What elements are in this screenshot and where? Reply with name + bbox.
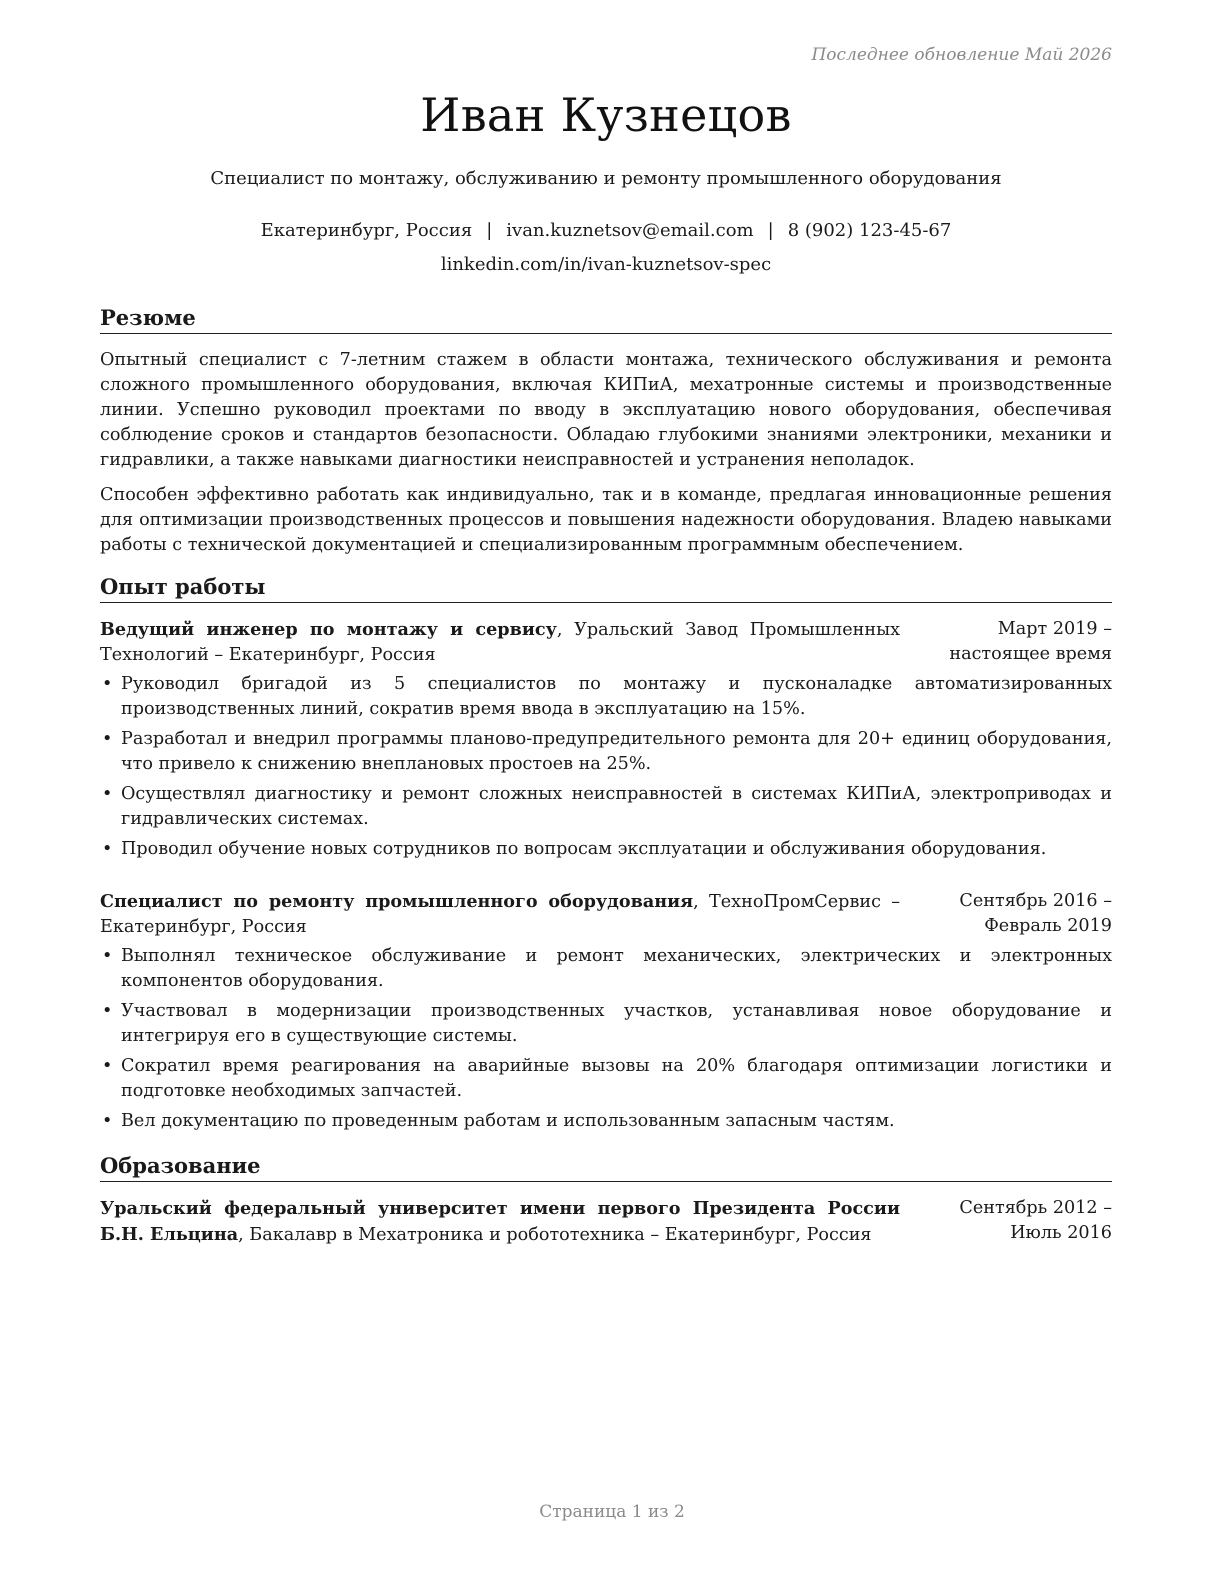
linkedin-link[interactable]: linkedin.com/in/ivan-kuznetsov-spec xyxy=(440,254,772,275)
job-title-line xyxy=(100,889,900,940)
contact-separator: | xyxy=(486,220,493,241)
section-title-education: Образование xyxy=(100,1153,1112,1182)
list-item: • Сократил время реагирования на аварийные вызовы на 20% благодаря оптимизации логистики и подготовке необходимых запчастей. xyxy=(100,1054,1112,1104)
summary-paragraph: Способен эффективно работать как индивидуально, так и в команде, предлагая инновационные решения для оптимизации производственных процессов и повышения надежности оборудования. Владею навыками работы с технической документацией и специализированным программным обеспечением. xyxy=(100,485,1112,555)
job-company: , ТехноПромСервис – Екатеринбург, Россия xyxy=(100,892,901,937)
candidate-name: Иван Кузнецов xyxy=(420,88,792,142)
education-line xyxy=(100,1196,900,1248)
contact-line xyxy=(100,220,1112,241)
candidate-headline: Специалист по монтажу, обслуживанию и ремонту промышленного оборудования xyxy=(210,168,1002,189)
list-item: • Осуществлял диагностику и ремонт сложных неисправностей в системах КИПиА, электроприводах и гидравлических системах. xyxy=(100,782,1112,832)
education-dates: Сентябрь 2012 – Июль 2016 xyxy=(959,1198,1112,1243)
last-updated: Последнее обновление Май 2026 xyxy=(811,45,1112,65)
job-role: Специалист по ремонту промышленного оборудования xyxy=(100,891,694,912)
job-company: , Уральский Завод Промышленных Технологий – Екатеринбург, Россия xyxy=(100,620,901,665)
list-item: • Вел документацию по проведенным работам и использованным запасным частям. xyxy=(100,1109,1112,1134)
section-title-experience: Опыт работы xyxy=(100,574,1112,603)
phone-number: 8 (902) 123-45-67 xyxy=(787,220,952,241)
list-item: • Разработал и внедрил программы планово-предупредительного ремонта для 20+ единиц оборудования, что привело к снижению внеплановых простоев на 25%. xyxy=(100,727,1112,777)
degree-details: , Бакалавр в Мехатроника и робототехника – Екатеринбург, Россия xyxy=(238,1225,872,1245)
education-entry xyxy=(100,1196,1112,1248)
job-header xyxy=(100,617,1112,668)
list-item: • Руководил бригадой из 5 специалистов по монтажу и пусконаладке автоматизированных производственных линий, сократив время ввода в эксплуатацию на 15%. xyxy=(100,672,1112,722)
list-item: • Выполнял техническое обслуживание и ремонт механических, электрических и электронных компонентов оборудования. xyxy=(100,944,1112,994)
location: Екатеринбург, Россия xyxy=(260,220,473,241)
job-bullets xyxy=(100,944,1112,1139)
list-item: • Проводил обучение новых сотрудников по вопросам эксплуатации и обслуживания оборудования. xyxy=(100,837,1112,862)
job-dates: Сентябрь 2016 – Февраль 2019 xyxy=(959,891,1112,936)
section-title-summary: Резюме xyxy=(100,305,1112,334)
contact-separator: | xyxy=(767,220,774,241)
email-link[interactable]: ivan.kuznetsov@email.com xyxy=(506,220,754,241)
summary-paragraph: Опытный специалист с 7-летним стажем в области монтажа, технического обслуживания и ремонта сложного промышленного оборудования, включая КИПиА, мехатронные системы и производственные линии. Успешно руководил проектами по вводу в эксплуатацию нового оборудования, обеспечивая соблюдение сроков и стандартов безопасности. Обладаю глубокими знаниями электроники, механики и гидравлики, а также навыками диагностики неисправностей и устранения неполадок. xyxy=(100,350,1112,470)
job-header xyxy=(100,889,1112,940)
job-title-line xyxy=(100,617,900,668)
job-bullets xyxy=(100,672,1112,867)
institution-name: Уральский федеральный университет имени первого Президента России Б.Н. Ельцина xyxy=(100,1198,900,1245)
list-item: • Участвовал в модернизации производственных участков, устанавливая новое оборудование и интегрируя его в существующие системы. xyxy=(100,999,1112,1049)
page-number: Страница 1 из 2 xyxy=(539,1502,685,1522)
job-dates: Март 2019 – настоящее время xyxy=(949,619,1112,664)
job-role: Ведущий инженер по монтажу и сервису xyxy=(100,619,557,640)
